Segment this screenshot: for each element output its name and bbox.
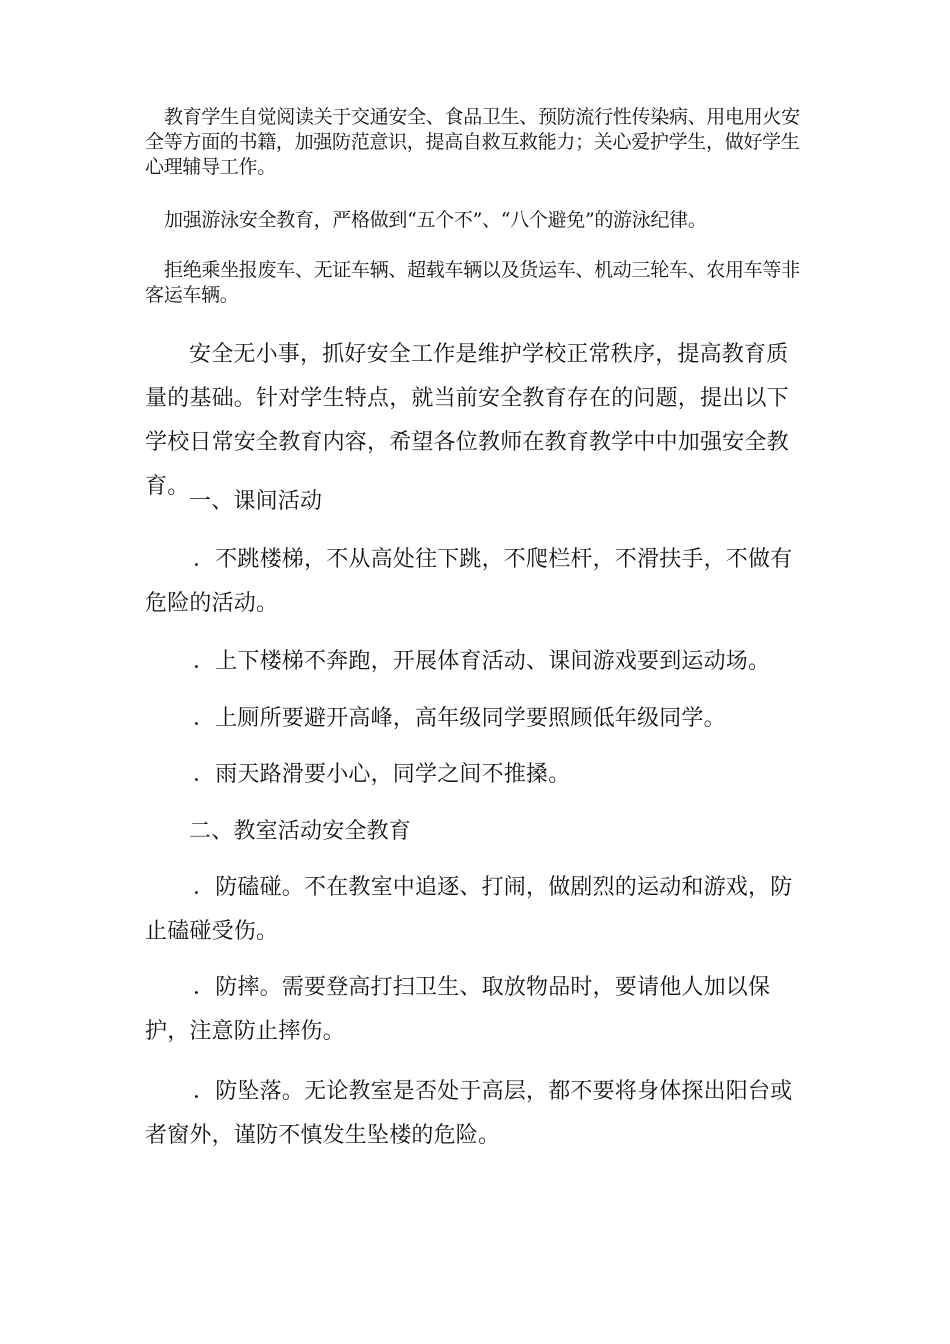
- section1-item-3: ．上厕所要避开高峰，高年级同学要照顾低年级同学。: [193, 706, 726, 731]
- section1-item-4: ．雨天路滑要小心，同学之间不推搡。: [193, 762, 571, 787]
- section2-item-1: ．防磕碰。不在教室中追逐、打闹，做剧烈的运动和游戏，防止磕碰受伤。: [145, 875, 793, 944]
- intro-paragraph-1: 教育学生自觉阅读关于交通安全、食品卫生、预防流行性传染病、用电用火安全等方面的书籍，加强防范意识，提高自救互救能力；关心爱护学生，做好学生心理辅导工作。: [145, 106, 800, 178]
- section-heading-2: 二、教室活动安全教育: [189, 819, 412, 844]
- section2-item-2: ．防摔。需要登高打扫卫生、取放物品时，要请他人加以保护，注意防止摔伤。: [145, 975, 771, 1044]
- section2-item-3: ．防坠落。无论教室是否处于高层，都不要将身体探出阳台或者窗外，谨防不慎发生坠楼的危险。: [145, 1079, 793, 1148]
- main-paragraph: 安全无小事，抓好安全工作是维护学校正常秩序，提高教育质量的基础。针对学生特点，就当前安全教育存在的问题，提出以下学校日常安全教育内容，希望各位教师在教育教学中中加强安全教育。: [145, 342, 789, 499]
- section1-item-1: ．不跳楼梯，不从高处往下跳，不爬栏杆，不滑扶手，不做有危险的活动。: [145, 547, 793, 616]
- section1-item-2: ．上下楼梯不奔跑，开展体育活动、课间游戏要到运动场。: [193, 649, 771, 674]
- intro-paragraph-2: 加强游泳安全教育，严格做到“五个不”、“八个避免”的游泳纪律。: [164, 209, 707, 231]
- intro-paragraph-3: 拒绝乘坐报废车、无证车辆、超载车辆以及货运车、机动三轮车、农用车等非客运车辆。: [145, 259, 800, 306]
- section-heading-1: 一、课间活动: [189, 489, 323, 514]
